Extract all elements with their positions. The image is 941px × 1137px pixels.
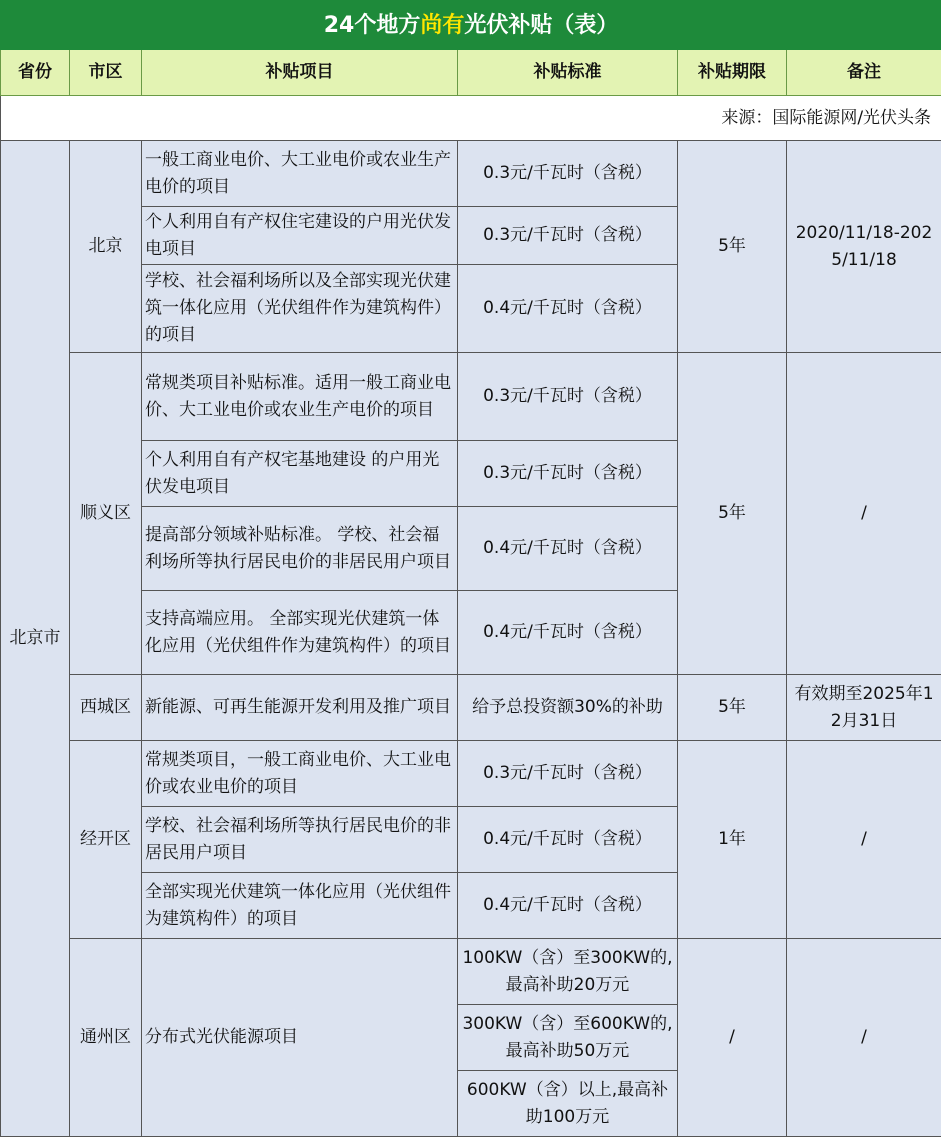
note-cell: / [787,353,941,675]
district-cell: 通州区 [70,939,142,1137]
district-cell: 北京 [70,141,142,353]
project-cell: 分布式光伏能源项目 [142,939,458,1137]
standard-cell: 0.3元/千瓦时（含税） [458,441,678,507]
project-cell: 常规类项目补贴标准。适用一般工商业电价、大工业电价或农业生产电价的项目 [142,353,458,441]
table-row [1,675,941,741]
table-row [1,141,941,207]
standard-cell: 0.4元/千瓦时（含税） [458,265,678,353]
project-cell: 学校、社会福利场所以及全部实现光伏建筑一体化应用（光伏组件作为建筑构件）的项目 [142,265,458,353]
note-cell: / [787,939,941,1137]
term-cell: 5年 [678,353,787,675]
standard-cell: 0.4元/千瓦时（含税） [458,807,678,873]
project-cell: 提高部分领域补贴标准。 学校、社会福利场所等执行居民电价的非居民用户项目 [142,507,458,591]
header-standard: 补贴标准 [458,50,678,96]
district-cell: 顺义区 [70,353,142,675]
district-cell: 经开区 [70,741,142,939]
standard-cell: 100KW（含）至300KW的,最高补助20万元 [458,939,678,1005]
standard-cell: 0.4元/千瓦时（含税） [458,507,678,591]
header-district: 市区 [70,50,142,96]
standard-cell: 0.3元/千瓦时（含税） [458,353,678,441]
project-cell: 常规类项目，一般工商业电价、大工业电价或农业电价的项目 [142,741,458,807]
project-cell: 新能源、可再生能源开发利用及推广项目 [142,675,458,741]
project-cell: 学校、社会福利场所等执行居民电价的非居民用户项目 [142,807,458,873]
province-cell: 北京市 [1,141,70,1137]
term-cell: / [678,939,787,1137]
project-cell: 支持高端应用。 全部实现光伏建筑一体化应用（光伏组件作为建筑构件）的项目 [142,591,458,675]
table-title: 24个地方尚有光伏补贴（表） [1,1,941,50]
table-row [1,353,941,441]
standard-cell: 0.3元/千瓦时（含税） [458,207,678,265]
project-cell: 全部实现光伏建筑一体化应用（光伏组件为建筑构件）的项目 [142,873,458,939]
standard-cell: 600KW（含）以上,最高补助100万元 [458,1071,678,1137]
header-note: 备注 [787,50,941,96]
standard-cell: 0.3元/千瓦时（含税） [458,141,678,207]
term-cell: 1年 [678,741,787,939]
note-cell: 2020/11/18-2025/11/18 [787,141,941,353]
table-row [1,939,941,1005]
table-row [1,741,941,807]
header-province: 省份 [1,50,70,96]
district-cell: 西城区 [70,675,142,741]
term-cell: 5年 [678,141,787,353]
standard-cell: 给予总投资额30%的补助 [458,675,678,741]
project-cell: 个人利用自有产权宅基地建设 的户用光伏发电项目 [142,441,458,507]
project-cell: 个人利用自有产权住宅建设的户用光伏发电项目 [142,207,458,265]
term-cell: 5年 [678,675,787,741]
standard-cell: 0.4元/千瓦时（含税） [458,591,678,675]
standard-cell: 0.3元/千瓦时（含税） [458,741,678,807]
project-cell: 一般工商业电价、大工业电价或农业生产电价的项目 [142,141,458,207]
standard-cell: 0.4元/千瓦时（含税） [458,873,678,939]
header-project: 补贴项目 [142,50,458,96]
note-cell: 有效期至2025年12月31日 [787,675,941,741]
header-row [1,50,941,96]
standard-cell: 300KW（含）至600KW的,最高补助50万元 [458,1005,678,1071]
note-cell: / [787,741,941,939]
source-note: 来源：国际能源网/光伏头条 [1,96,941,141]
header-term: 补贴期限 [678,50,787,96]
